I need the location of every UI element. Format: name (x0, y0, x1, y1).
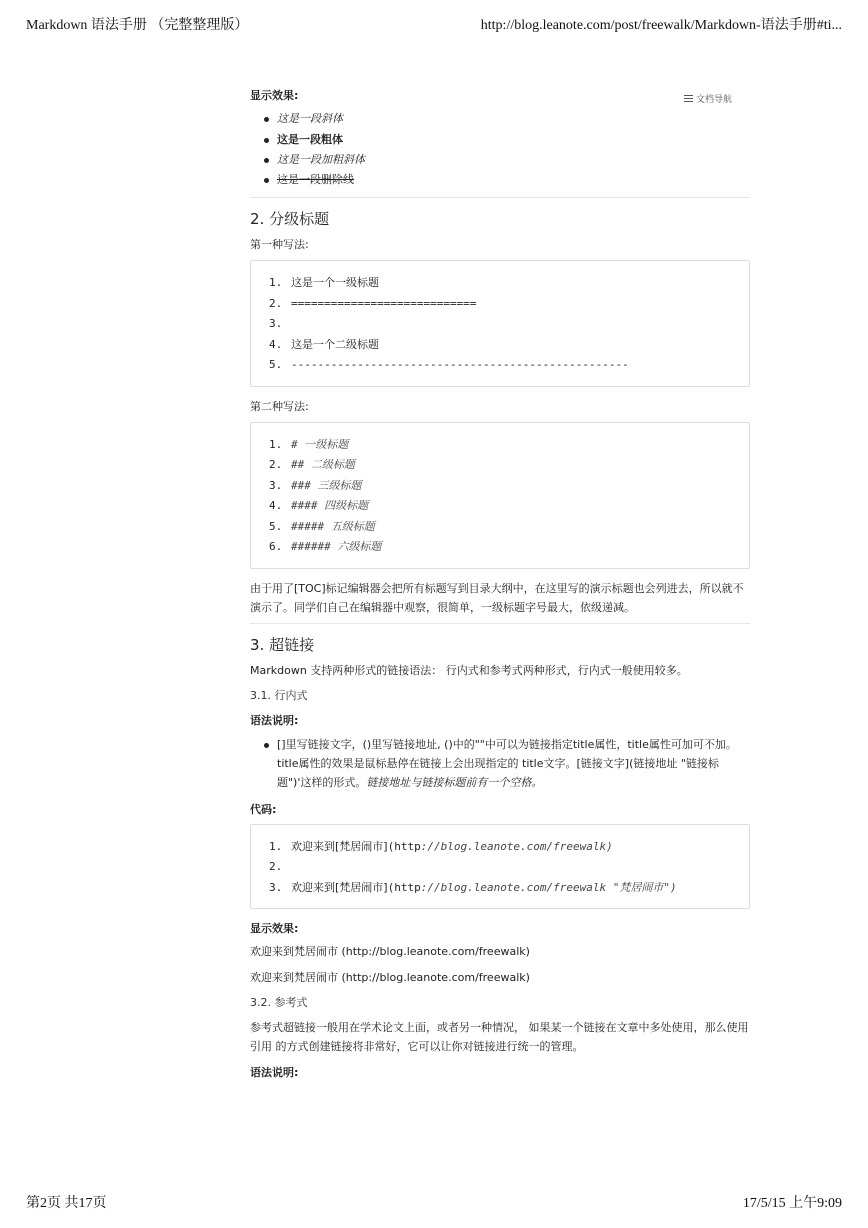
effect-label: 显示效果: (250, 89, 299, 102)
bold-sample: 这是一段粗体 (277, 132, 343, 146)
section-heading: 2. 分级标题 (250, 210, 330, 229)
strike-sample: 这是一段删除线 (277, 173, 354, 186)
code-line: 2. ============================ (269, 296, 477, 310)
paragraph: 参考式超链接一般用在学术论文上面，或者另一种情况， 如果某一个链接在文章中多处使用，那么使用引用 的方式创建链接将非常好，它可以让你对链接进行统一的管理。 (250, 1021, 749, 1054)
code-line: 3. ### 三级标题 (269, 478, 362, 492)
paragraph: 由于用了[TOC]标记编辑器会把所有标题写到目录大纲中，在这里写的演示标题也会列进去，所以就不演示了。同学们自己在编辑器中观察，很简单，一级标题字号最大，依级递减。 (250, 581, 744, 614)
effect-label: 显示效果: (250, 922, 299, 935)
code-label: 代码: (250, 803, 277, 817)
bold-italic-sample: 这是一段加粗斜体 (277, 152, 365, 166)
code-line: 2. (269, 860, 283, 873)
link-example[interactable]: 欢迎来到梵居闹市 (http://blog.leanote.com/freewalk) (250, 945, 530, 959)
section-heading: 3. 超链接 (250, 636, 315, 655)
code-line: 1. 这是一个一级标题 (269, 276, 379, 289)
document-title: Markdown 语法手册 （完整整理版） (26, 18, 249, 33)
code-block (250, 260, 750, 387)
effect-list (264, 109, 750, 189)
code-line: 1. # 一级标题 (269, 437, 349, 451)
print-header (26, 14, 842, 34)
list-item (264, 170, 750, 189)
code-line: 2. ## 二级标题 (269, 458, 355, 472)
article-content (250, 84, 750, 1086)
code-line: 5. --------------------------------------------------- (269, 358, 629, 371)
link-example[interactable]: 欢迎来到梵居闹市 (http://blog.leanote.com/freewalk) (250, 970, 530, 984)
list-item: []里写链接文字，()里写链接地址, ()中的""中可以为链接指定title属性，title属性可加可不加。title属性的效果是鼠标悬停在链接上会出现指定的 title文字。[链接文字](链接地址 "链接标题")'这样的形式。链接地址与链接标题前有一个空格。 (264, 735, 750, 793)
code-block (250, 422, 750, 569)
paragraph: 第二种写法: (250, 399, 309, 413)
syntax-list (264, 735, 750, 793)
code-line: 3. 欢迎来到[梵居闹市] (http ://blog.leanote.com/freewalk "梵居闹市") (269, 880, 677, 894)
document-url: http://blog.leanote.com/post/freewalk/Markdown-语法手册#ti... (480, 18, 842, 33)
italic-sample: 这是一段斜体 (277, 112, 343, 126)
paragraph: 第一种写法: (250, 237, 309, 251)
emphasis-text: 链接地址与链接标题前有一个空格。 (366, 776, 543, 789)
divider (250, 197, 750, 198)
print-datetime: 17/5/15 上午9:09 (742, 1196, 842, 1211)
list-item (264, 109, 750, 128)
divider (250, 623, 750, 624)
paragraph: Markdown 支持两种形式的链接语法： 行内式和参考式两种形式，行内式一般使用较多。 (250, 663, 688, 677)
code-line: 4. 这是一个二级标题 (269, 337, 379, 351)
code-block (250, 824, 750, 910)
print-footer (26, 1192, 842, 1212)
syntax-label: 语法说明: (250, 1065, 299, 1079)
toc-nav-label: 文档导航 (696, 95, 733, 105)
list-item (264, 130, 750, 149)
subsection-heading: 3.2. 参考式 (250, 995, 308, 1009)
page-number: 第2页 共17页 (26, 1196, 107, 1211)
code-line: 6. ###### 六级标题 (269, 540, 382, 554)
code-line: 5. ##### 五级标题 (269, 519, 375, 533)
code-line: 3. (269, 317, 283, 330)
code-line: 1. 欢迎来到[梵居闹市] (http ://blog.leanote.com/freewalk) (269, 839, 613, 853)
code-line: 4. #### 四级标题 (269, 499, 369, 513)
syntax-label: 语法说明: (250, 714, 299, 728)
list-item (264, 150, 750, 169)
subsection-heading: 3.1. 行内式 (250, 689, 308, 702)
